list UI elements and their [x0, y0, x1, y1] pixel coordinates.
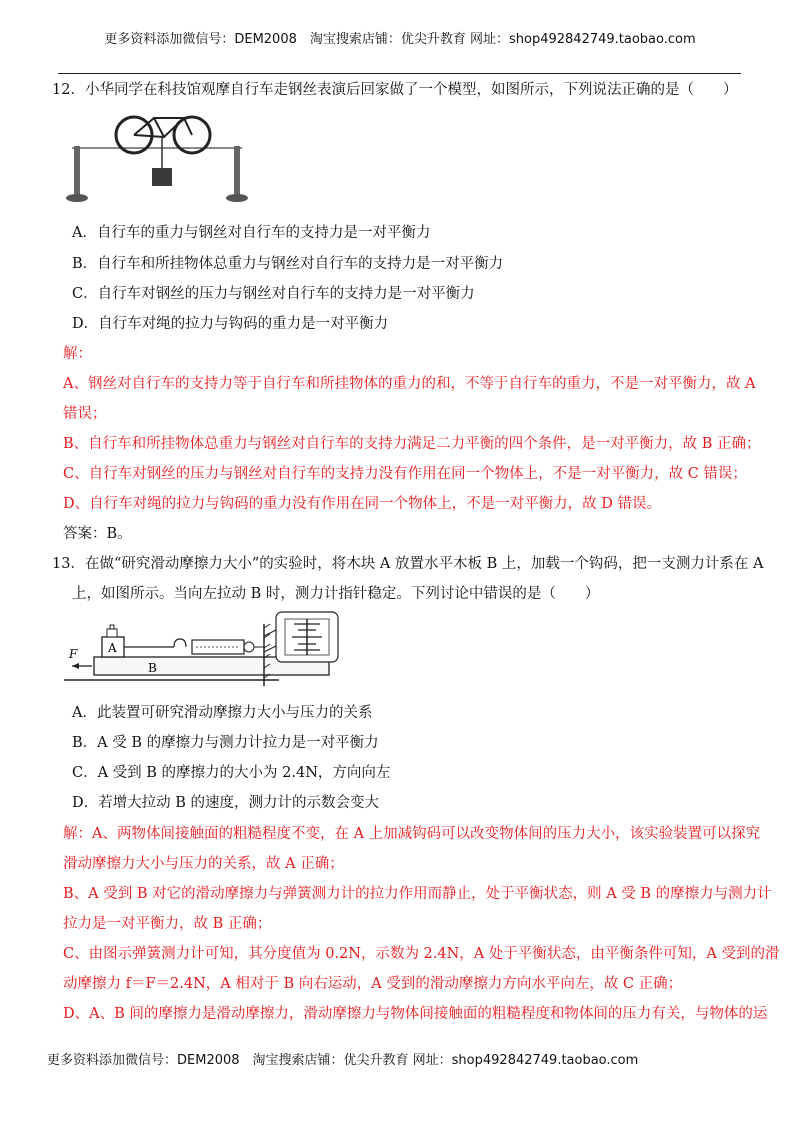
- q13-solution-line: 拉力是一对平衡力，故 B 正确；: [63, 916, 272, 932]
- q13-option-a: A．此装置可研究滑动摩擦力大小与压力的关系: [72, 705, 373, 721]
- friction-experiment-figure: [64, 606, 354, 694]
- force-f-label: F: [69, 647, 78, 661]
- q13-option-c: C．A 受到 B 的摩擦力的大小为 2.4N，方向向左: [72, 765, 391, 781]
- q13-stem-line: 上，如图所示。当向左拉动 B 时，测力计指针稳定。下列讨论中错误的是（ ）: [72, 586, 600, 602]
- bicycle-wire-figure: [64, 110, 254, 210]
- q12-solution-label: 解：: [63, 346, 92, 362]
- q13-solution-line: C、由图示弹簧测力计可知，其分度值为 0.2N，示数为 2.4N，A 处于平衡状态，由平衡条件可知，A 受到的滑: [63, 946, 780, 962]
- q13-solution-line: 解：A、两物体间接触面的粗糙程度不变，在 A 上加减钩码可以改变物体间的压力大小，该实验装置可以探究: [63, 826, 761, 842]
- q12-answer: 答案：B。: [63, 526, 132, 542]
- q13-stem-line: 13．在做“研究滑动摩擦力大小”的实验时，将木块 A 放置水平木板 B 上，加载一个钩码，把一支测力计系在 A: [52, 556, 764, 572]
- page-header: 更多资料添加微信号：DEM2008 淘宝搜索店铺：优尖升教育 网址：shop492842749.taobao.com: [104, 32, 696, 47]
- q13-solution-line: 滑动摩擦力大小与压力的关系，故 A 正确；: [63, 856, 344, 872]
- q12-solution-line: D、自行车对绳的拉力与钩码的重力没有作用在同一个物体上，不是一对平衡力，故 D 错误。: [63, 496, 661, 512]
- q12-stem: 12．小华同学在科技馆观摩自行车走钢丝表演后回家做了一个模型，如图所示，下列说法正确的是（ ）: [52, 82, 738, 98]
- q13-solution-line: D、A、B 间的摩擦力是滑动摩擦力，滑动摩擦力与物体间接触面的粗糙程度和物体间的压力有关，与物体的运: [63, 1006, 768, 1022]
- q13-option-d: D．若增大拉动 B 的速度，测力计的示数会变大: [72, 795, 379, 811]
- block-a-label: A: [108, 641, 117, 655]
- page-footer: 更多资料添加微信号：DEM2008 淘宝搜索店铺：优尖升教育 网址：shop492842749.taobao.com: [47, 1053, 639, 1068]
- q13-option-b: B．A 受 B 的摩擦力与测力计拉力是一对平衡力: [72, 735, 379, 751]
- board-b-label: B: [148, 661, 157, 675]
- header-divider: [58, 73, 741, 74]
- q12-solution-line: A、钢丝对自行车的支持力等于自行车和所挂物体的重力的和，不等于自行车的重力，不是一对平衡力，故 A: [63, 376, 756, 392]
- q12-option-d: D．自行车对绳的拉力与钩码的重力是一对平衡力: [72, 316, 389, 332]
- q12-solution-line: 错误；: [63, 406, 107, 422]
- q12-option-a: A．自行车的重力与钢丝对自行车的支持力是一对平衡力: [72, 225, 431, 241]
- q12-solution-line: C、自行车对钢丝的压力与钢丝对自行车的支持力没有作用在同一个物体上，不是一对平衡力，故 C 错误；: [63, 466, 747, 482]
- q12-option-c: C．自行车对钢丝的压力与钢丝对自行车的支持力是一对平衡力: [72, 286, 475, 302]
- q13-solution-line: 动摩擦力 f＝F＝2.4N，A 相对于 B 向右运动，A 受到的滑动摩擦力方向水平向左，故 C 正确；: [63, 976, 683, 992]
- q13-solution-line: B、A 受到 B 对它的滑动摩擦力与弹簧测力计的拉力作用而静止，处于平衡状态，则 A 受 B 的摩擦力与测力计: [63, 886, 772, 902]
- q12-solution-line: B、自行车和所挂物体总重力与钢丝对自行车的支持力满足二力平衡的四个条件，是一对平衡力，故 B 正确；: [63, 436, 761, 452]
- q12-option-b: B．自行车和所挂物体总重力与钢丝对自行车的支持力是一对平衡力: [72, 256, 504, 272]
